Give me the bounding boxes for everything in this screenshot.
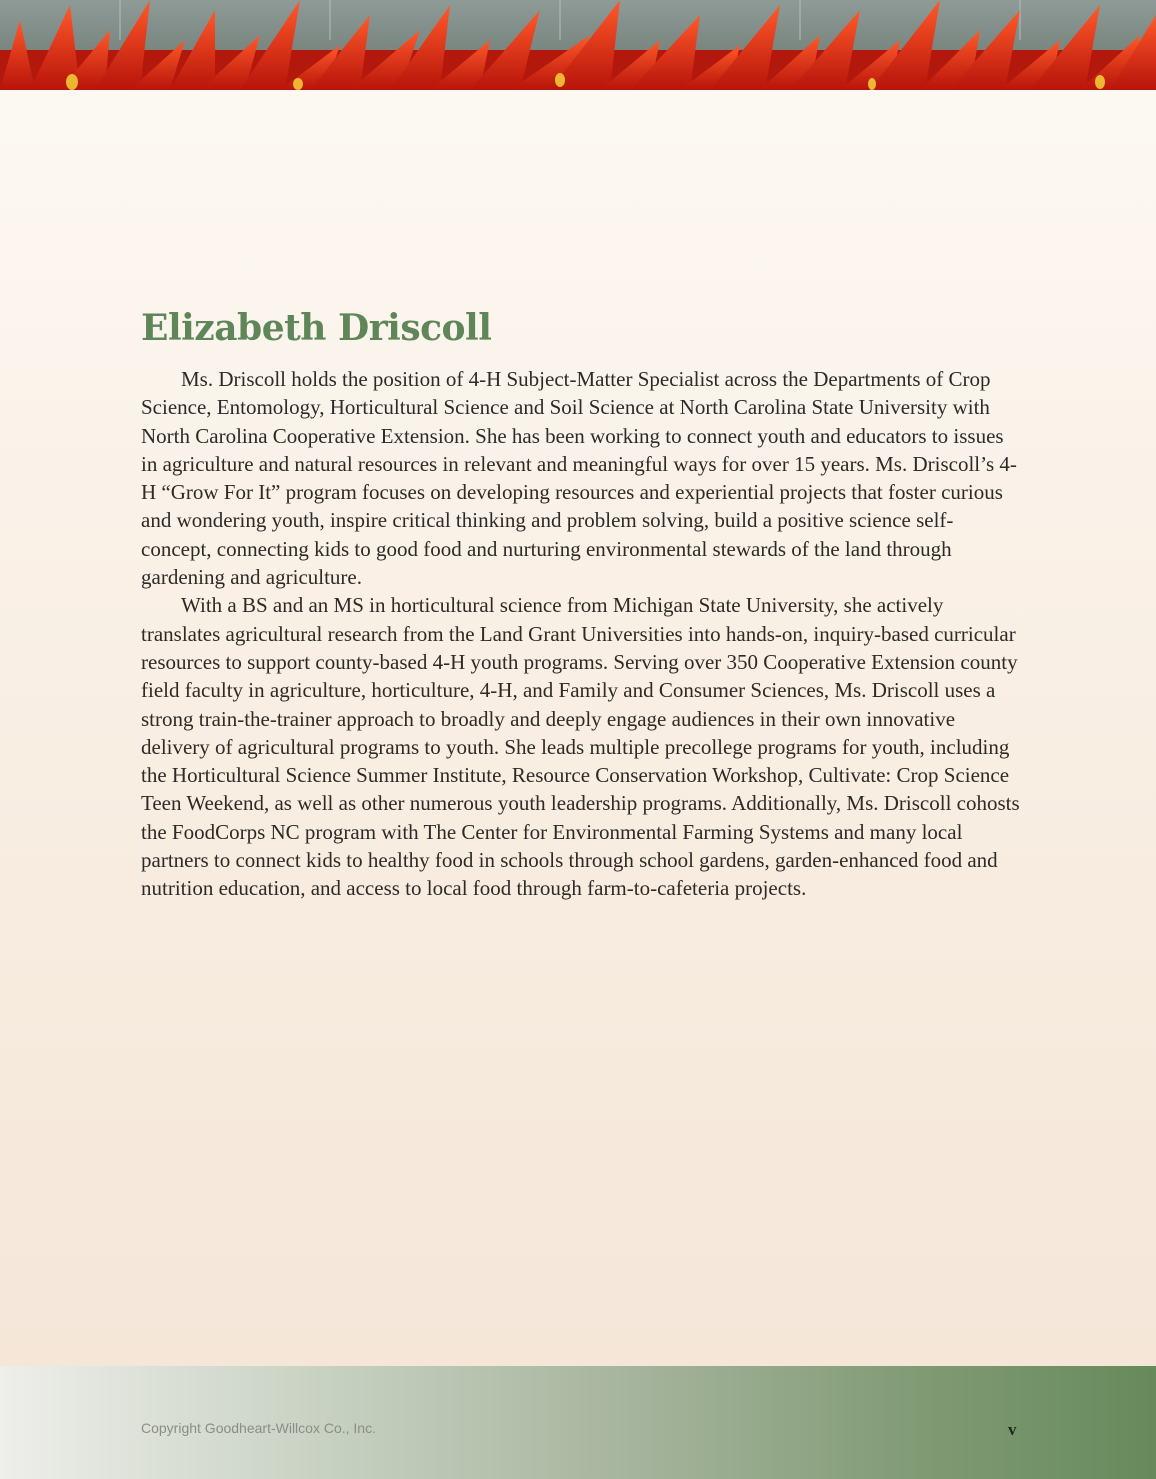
- author-name-heading: Elizabeth Driscoll: [141, 307, 492, 349]
- bio-paragraph-1: Ms. Driscoll holds the position of 4-H Subject-Matter Specialist across the Departments of Crop Science, Entomology, Horticultural Science and Soil Science at North Carolina State University with North Carolina Cooperative Extension. She has been working to connect youth and educators to issues in agriculture and natural resources in relevant and meaningful ways for over 15 years. Ms. Driscoll’s 4-H “Grow For It” program focuses on developing resources and experiential projects that foster curious and wondering youth, inspire critical thinking and problem solving, build a positive science self-concept, connecting kids to good food and nurturing environmental stewards of the land through gardening and agriculture.: [141, 367, 1017, 590]
- copyright-notice: Copyright Goodheart-Willcox Co., Inc.: [141, 1420, 376, 1436]
- flower-photo-illustration: [0, 0, 1156, 90]
- bio-paragraph-2: With a BS and an MS in horticultural science from Michigan State University, she actively translates agricultural research from the Land Grant Universities into hands-on, inquiry-based curricular resources to support county-based 4-H youth programs. Serving over 350 Cooperative Extension county field faculty in agriculture, horticulture, 4-H, and Family and Consumer Sciences, Ms. Driscoll uses a strong train-the-trainer approach to broadly and deeply engage audiences in their own innovative delivery of agricultural programs to youth. She leads multiple precollege programs for youth, including the Horticultural Science Summer Institute, Resource Conservation Workshop, Cultivate: Crop Science Teen Weekend, as well as other numerous youth leadership programs. Additionally, Ms. Driscoll cohosts the FoodCorps NC program with The Center for Environmental Farming Systems and many local partners to connect kids to healthy food in schools through school gardens, garden-enhanced food and nutrition education, and access to local food through farm-to-cafeteria projects.: [141, 593, 1020, 901]
- page-number: v: [1008, 1420, 1017, 1439]
- header-flower-banner: [0, 0, 1156, 90]
- author-bio-section: [141, 306, 1021, 903]
